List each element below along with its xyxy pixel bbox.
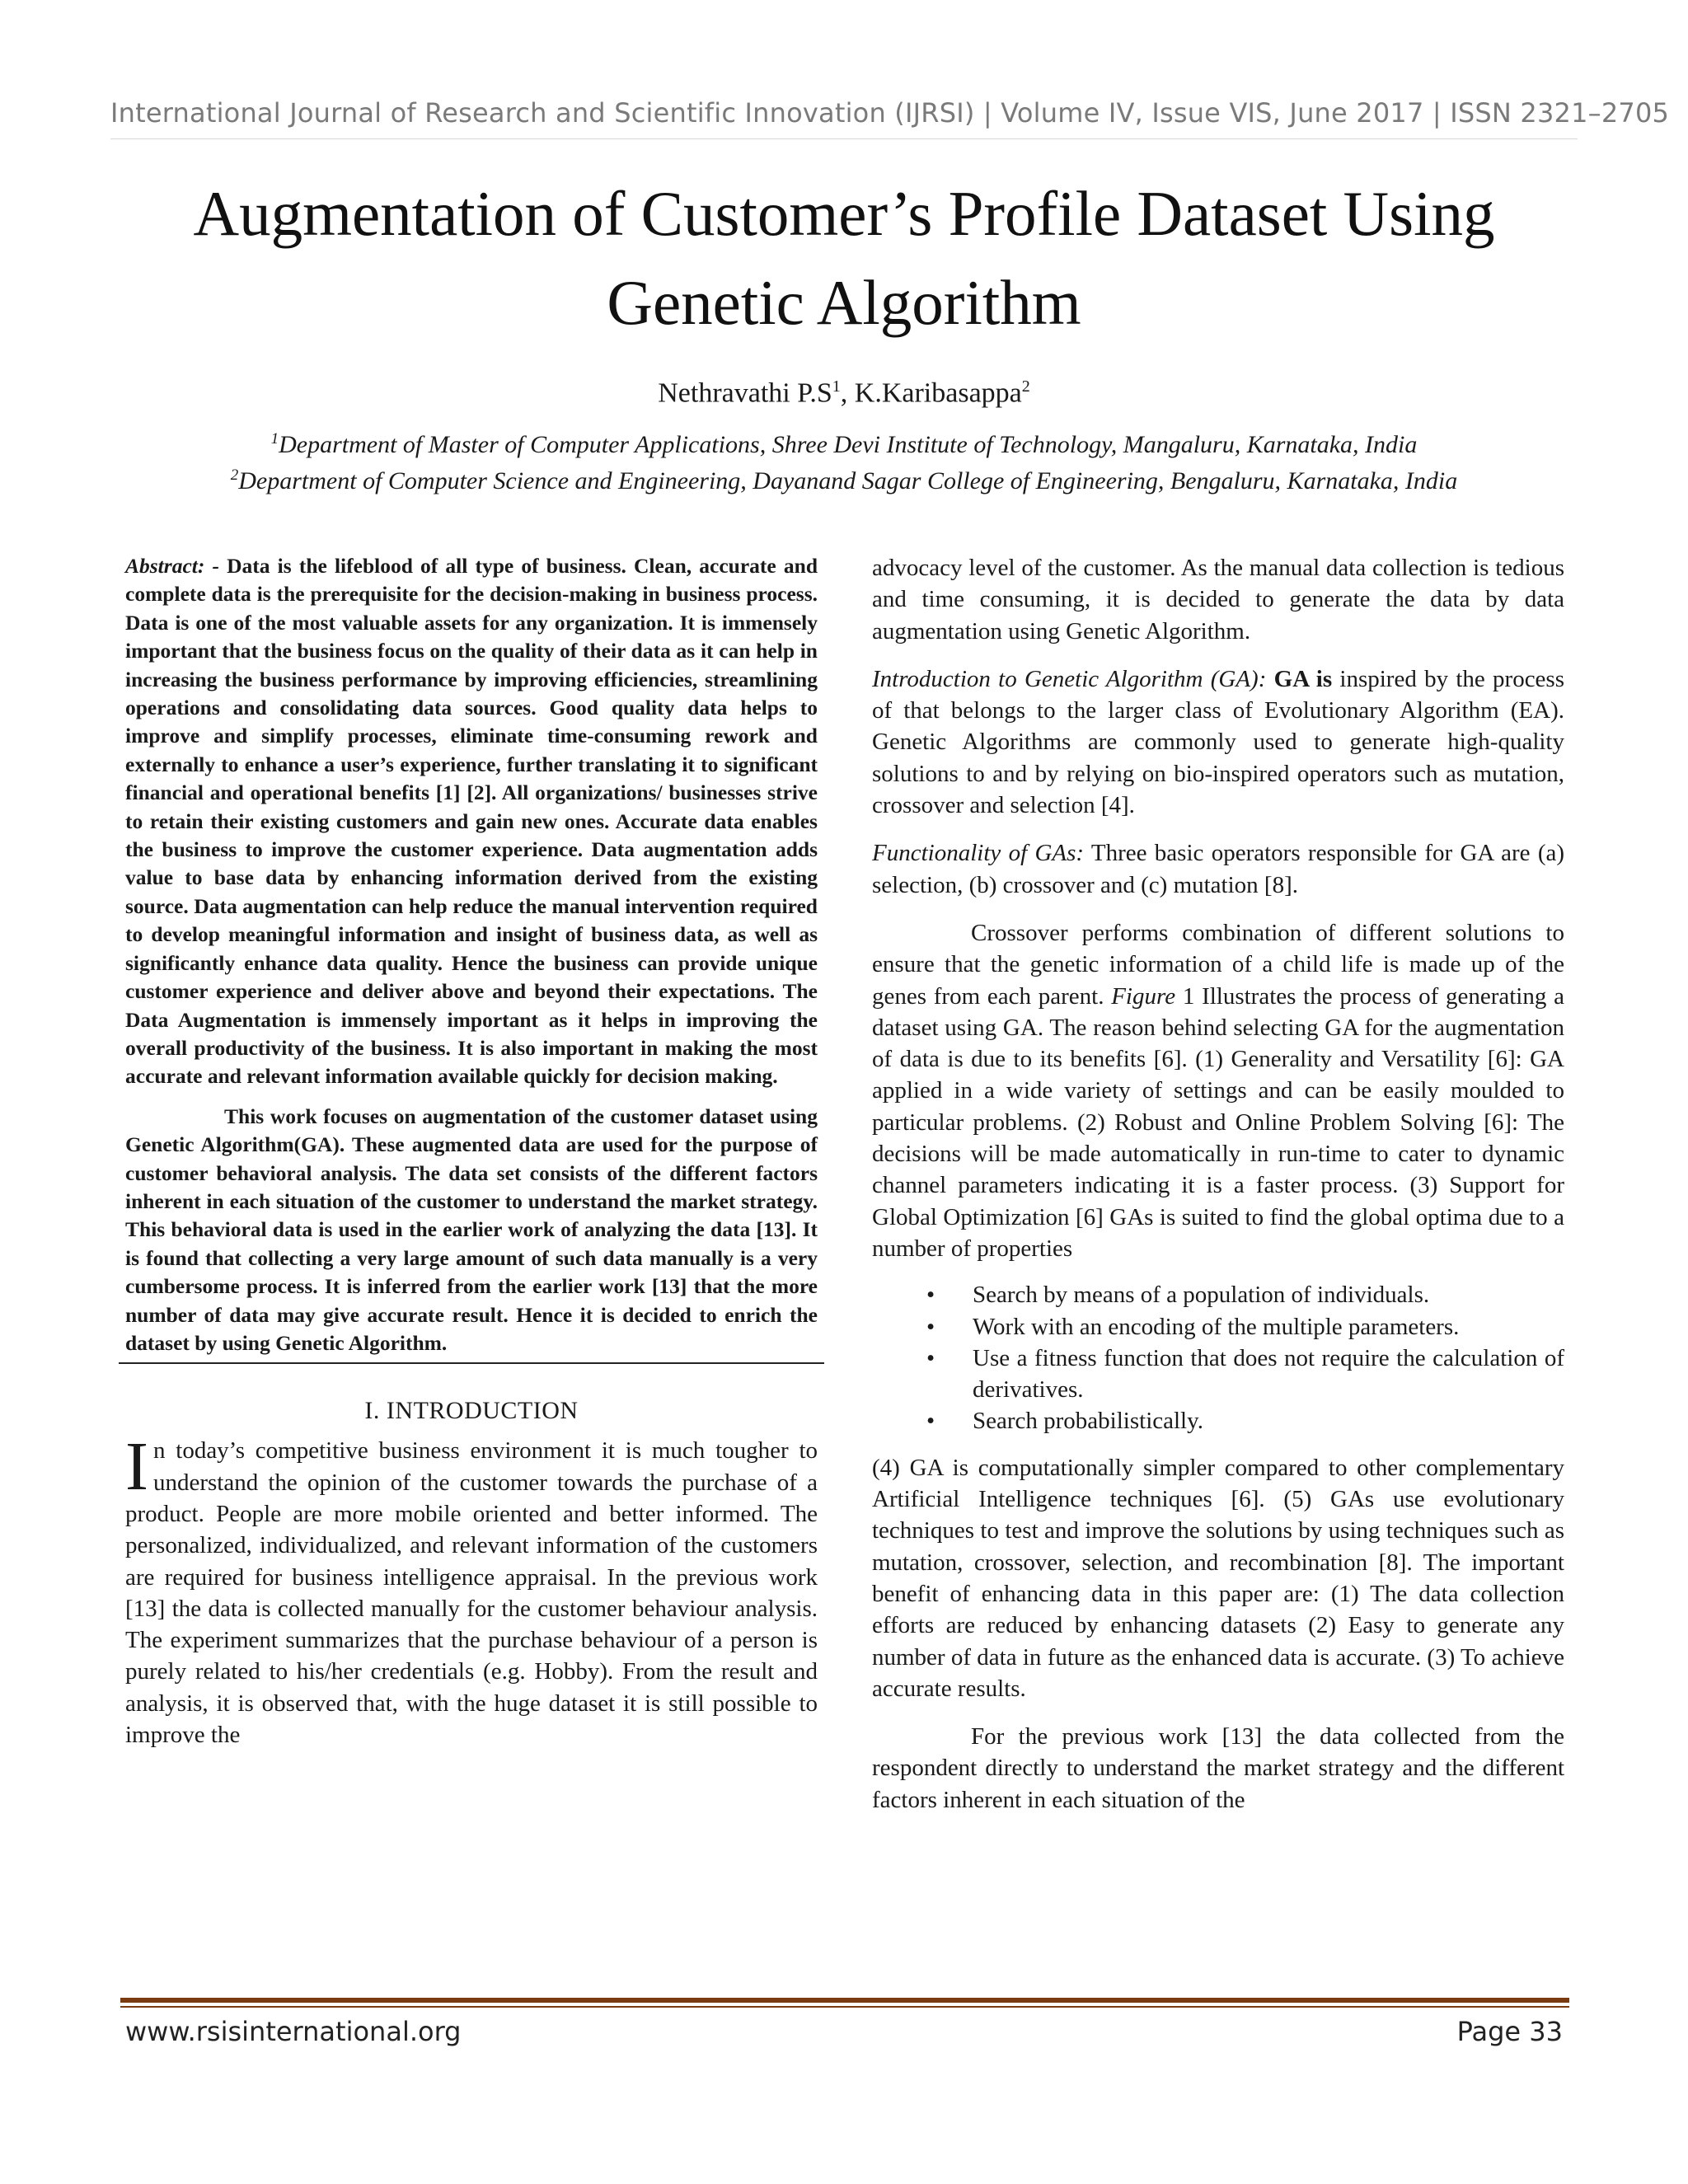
author-2: , K.Karibasappa xyxy=(840,377,1022,409)
ga-intro-heading: Introduction to Genetic Algorithm (GA): xyxy=(872,665,1267,692)
title-line-2: Genetic Algorithm xyxy=(607,267,1081,338)
affiliation-2-text: Department of Computer Science and Engineering, Dayanand Sagar College of Engineering, Bengaluru, Karnataka, India xyxy=(238,467,1458,494)
ga-functionality-text: Three basic operators responsible for GA are (a) selection, (b) crossover and (c) mutation [8]. xyxy=(872,840,1564,898)
properties-list xyxy=(872,1279,1564,1436)
journal-header: International Journal of Research and Scientific Innovation (IJRSI) | Volume IV, Issue VIS, June 2017 | ISSN 2321–2705 xyxy=(110,97,1670,129)
affiliation-1-mark: 1 xyxy=(270,430,279,448)
bullet-icon: • xyxy=(926,1408,935,1435)
ga-intro-bold: GA is xyxy=(1266,665,1333,692)
left-column xyxy=(125,552,818,1750)
title-line-1: Augmentation of Customer’s Profile Dataset Using xyxy=(193,178,1495,249)
list-item xyxy=(872,1279,1564,1310)
ga-functionality-heading: Functionality of GAs: xyxy=(872,840,1085,867)
bullet-icon: • xyxy=(926,1313,935,1340)
author-2-affil-mark: 2 xyxy=(1021,377,1030,396)
author-line xyxy=(110,377,1578,409)
abstract-text-1: Data is the lifeblood of all type of business. Clean, accurate and complete data is the prerequisite for the decision-making in business process. Data is one of the most valuable assets for any organization. It is immensely important that the business focus on the quality of their data as it can help in increasing the business performance by improving efficiencies, streamlining operations and consolidating data sources. Good quality data helps to improve and simplify processes, eliminate time-consuming rework and externally to enhance a user’s experience, further translating it to significant financial and operational benefits [1] [2]. All organizations/ businesses strive to retain their existing customers and gain new ones. Accurate data enables the business to improve the customer experience. Data augmentation adds value to base data by enhancing information derived from the existing source. Data augmentation can help reduce the manual intervention required to develop meaningful information and insight of business data, as well as significantly enhance data quality. Hence the business can provide unique customer experience and deliver above and beyond their expectations. The Data Augmentation is immensely important as it helps in improving the overall productivity of the business. It is also important in making the most accurate and relevant information available quickly for decision making. xyxy=(125,554,818,1089)
intro-text-1: n today’s competitive business environment it is much tougher to understand the opinion of the customer towards the purchase of a product. People are more mobile oriented and better informed. The personalized, individualized, and relevant information of the customers are required for business intelligence appraisal. In the previous work [13] the data is collected manually for the customer behaviour analysis. The experiment summarizes that the purchase behaviour of a person is purely related to his/her credentials (e.g. Hobby). From the result and analysis, it is observed that, with the huge dataset it is still possible to improve the xyxy=(125,1437,818,1749)
crossover-text-start: Crossover performs combination of different solutions to ensure that the genetic information of a child life is made up of the genes from each parent. xyxy=(872,919,1564,1010)
list-item-text: Work with an encoding of the multiple parameters. xyxy=(973,1313,1460,1340)
affiliation-2 xyxy=(110,466,1578,495)
right-column xyxy=(872,552,1564,1816)
section-heading-introduction: I. INTRODUCTION xyxy=(364,1397,579,1425)
right-paragraph-6: For the previous work [13] the data collected from the respondent directly to understand the market strategy and the different factors inherent in each situation of the xyxy=(872,1723,1564,1813)
right-paragraph-1: advocacy level of the customer. As the manual data collection is tedious and time consuming, it is decided to generate the data by data augmentation using Genetic Algorithm. xyxy=(872,555,1564,644)
abstract-divider xyxy=(119,1362,824,1364)
header-divider xyxy=(110,138,1578,139)
bullet-icon: • xyxy=(926,1282,935,1309)
author-1-affil-mark: 1 xyxy=(832,377,841,396)
list-item xyxy=(872,1343,1564,1406)
abstract-paragraph-2: This work focuses on augmentation of the customer dataset using Genetic Algorithm(GA). These augmented data are used for the purpose of customer behavioral analysis. The data set consists of the different factors inherent in each situation of the customer to understand the market strategy. This behavioral data is used in the earlier work of analyzing the data [13]. It is found that collecting a very large amount of such data manually is a very cumbersome process. It is inferred from the earlier work [13] that the more number of data may give accurate result. Hence it is decided to enrich the dataset by using Genetic Algorithm. xyxy=(125,1104,818,1355)
right-paragraph-3 xyxy=(872,837,1564,901)
abstract-paragraph-1 xyxy=(125,552,818,1091)
list-item-text: Use a fitness function that does not require the calculation of derivatives. xyxy=(973,1344,1564,1404)
list-item-text: Search by means of a population of individuals. xyxy=(973,1282,1430,1309)
drop-cap: I xyxy=(125,1428,148,1506)
right-paragraph-4 xyxy=(872,917,1564,1264)
right-paragraph-2 xyxy=(872,663,1564,821)
affiliation-1-text: Department of Master of Computer Applications, Shree Devi Institute of Technology, Mangaluru, Karnataka, India xyxy=(279,431,1418,458)
list-item xyxy=(872,1311,1564,1343)
intro-paragraph-1 xyxy=(125,1428,818,1750)
abstract-lead: Abstract: - xyxy=(125,554,227,578)
figure-ref: Figure xyxy=(1111,982,1176,1010)
author-1: Nethravathi P.S xyxy=(658,377,832,409)
crossover-text-rest: 1 Illustrates the process of generating a dataset using GA. The reason behind selecting GA for the augmentation of data is due to its benefits [6]. (1) Generality and Versatility [6]: GA applied in a wide variety of settings and can be easily moulded to particular problems. (2) Robust and Online Problem Solving [6]: The decisions will be made automatically in run-time to cater to dynamic channel parameters indicating it is a faster process. (3) Support for Global Optimization [6] GAs is suited to find the global optima due to a number of properties xyxy=(872,982,1564,1262)
footer-divider-thick xyxy=(120,1998,1569,2003)
right-paragraph-5: (4) GA is computationally simpler compared to other complementary Artificial Intelligence techniques [6]. (5) GAs use evolutionary techniques to test and improve the solutions by using techniques such as mutation, crossover, selection, and recombination [8]. The important benefit of enhancing data in this paper are: (1) The data collection efforts are reduced by enhancing datasets (2) Easy to generate any number of data in future as the enhanced data is accurate. (3) To achieve accurate results. xyxy=(872,1454,1564,1702)
affiliation-2-mark: 2 xyxy=(230,466,239,484)
footer-page-number: Page 33 xyxy=(1456,2016,1563,2047)
list-item-text: Search probabilistically. xyxy=(973,1408,1203,1435)
footer-website: www.rsisinternational.org xyxy=(125,2016,462,2047)
paper-title xyxy=(110,169,1578,347)
footer-divider-thin xyxy=(120,2006,1569,2008)
bullet-icon: • xyxy=(926,1344,935,1371)
list-item xyxy=(872,1405,1564,1436)
affiliation-1 xyxy=(110,430,1578,459)
ga-intro-text: inspired by the process of that belongs to the larger class of Evolutionary Algorithm (EA). Genetic Algorithms are commonly used to generate high-quality solutions to and by relying on bio-inspired operators such as mutation, crossover and selection [4]. xyxy=(872,665,1565,819)
